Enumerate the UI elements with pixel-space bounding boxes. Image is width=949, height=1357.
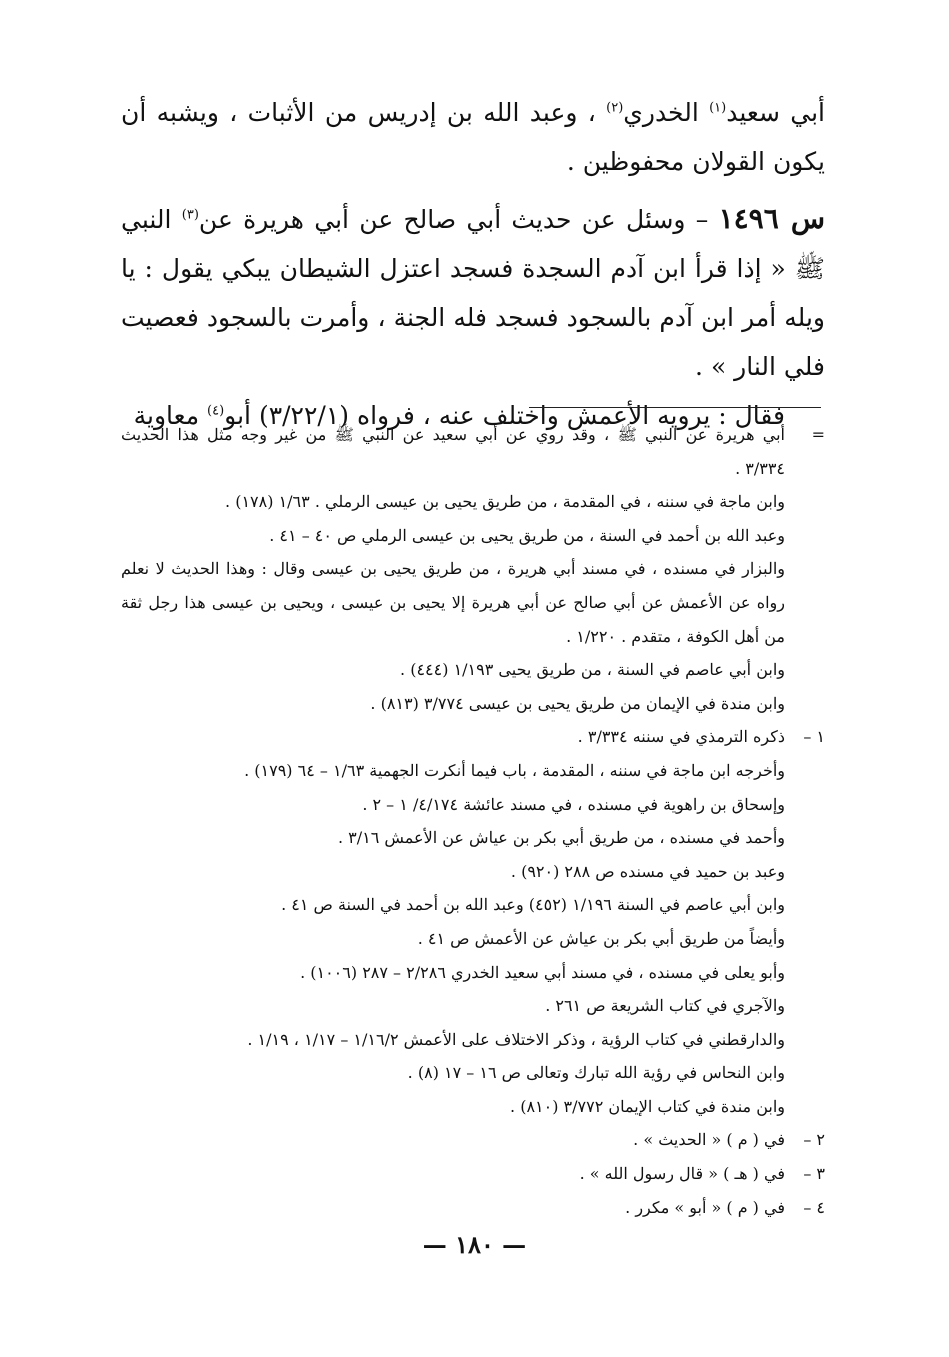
text-run: النبي ﷺ « إذا قرأ ابن آدم السجدة فسجد اعتزل الشيطان يبكي يقول : يا ويله أمر ابن آدم بالسجود فسجد فله الجنة ، وأمرت بالسجود فعصيت فلي النار » . bbox=[121, 205, 825, 381]
footnote-line bbox=[121, 888, 825, 922]
footnote-line bbox=[121, 552, 825, 586]
footnote-text: وإسحاق بن راهوية في مسنده ، في مسند عائشة ٤/١٧٤/ ١ – ٢ . bbox=[362, 794, 785, 814]
footnote-line bbox=[121, 754, 825, 788]
footnote-text: ٣/٣٣٤ . bbox=[735, 458, 785, 478]
footnote-line bbox=[121, 1123, 825, 1157]
footnote-line bbox=[121, 1191, 825, 1225]
footnote-text: وأبو يعلى في مسنده ، في مسند أبي سعيد الخدري ٢/٢٨٦ – ٢٨٧ (١٠٠٦) . bbox=[300, 962, 785, 982]
footnote-line bbox=[121, 485, 825, 519]
footnote-line bbox=[121, 1023, 825, 1057]
footnote-text: وعبد الله بن أحمد في السنة ، من طريق يحيى بن عيسى الرملي ص ٤٠ – ٤١ . bbox=[269, 525, 785, 545]
footnote-text: وابن ماجة في سننه ، في المقدمة ، من طريق يحيى بن عيسى الرملي . ١/٦٣ (١٧٨) . bbox=[225, 492, 785, 512]
main-text bbox=[121, 88, 825, 440]
footnote-line bbox=[121, 452, 825, 486]
footnote-marker: ٤ – bbox=[803, 1197, 825, 1217]
text-run: معاوية bbox=[133, 401, 208, 430]
footnote-line bbox=[121, 922, 825, 956]
footnote-marker: ٢ – bbox=[803, 1130, 825, 1150]
footnote-line bbox=[121, 788, 825, 822]
footnote-line bbox=[121, 519, 825, 553]
footnote-ref-2: (٢) bbox=[606, 100, 624, 116]
footnote-line bbox=[121, 1090, 825, 1124]
footnote-line bbox=[121, 855, 825, 889]
footnotes-section bbox=[121, 418, 825, 1224]
question-paragraph bbox=[121, 194, 825, 391]
footnote-text: في ( هـ ) « قال رسول الله » . bbox=[579, 1164, 785, 1184]
footnote-text: ذكره الترمذي في سننه ٣/٣٣٤ . bbox=[577, 727, 785, 747]
footnote-text: وأحمد في مسنده ، من طريق أبي بكر بن عياش عن الأعمش ٣/١٦ . bbox=[337, 828, 785, 848]
text-run: الخدري bbox=[623, 98, 710, 127]
footnote-text: رواه عن الأعمش عن أبي صالح عن أبي هريرة إلا يحيى بن عيسى ، ويحيى بن عيسى هذا رجل ثقة bbox=[121, 592, 785, 612]
footnote-line bbox=[121, 586, 825, 620]
text-run: ، وعبد الله بن إدريس من الأثبات ، ويشبه أن يكون القولان محفوظين . bbox=[121, 98, 825, 176]
footnote-ref-3: (٣) bbox=[181, 207, 199, 223]
footnote-line bbox=[121, 821, 825, 855]
footnote-text: أبي هريرة عن النبي ﷺ ، وقد روي عن أبي سعيد عن النبي ﷺ من غير وجه مثل هذا الحديث bbox=[121, 425, 785, 444]
footnote-text: في ( م ) « الحديث » . bbox=[633, 1130, 785, 1150]
footnote-ref-1: (١) bbox=[709, 100, 727, 116]
footnote-line bbox=[121, 956, 825, 990]
footnote-line bbox=[121, 989, 825, 1023]
footnote-text: وابن النحاس في رؤية الله تبارك وتعالى ص ١٦ – ١٧ (٨) . bbox=[407, 1063, 785, 1083]
footnote-text: وعبد بن حميد في مسنده ص ٢٨٨ (٩٢٠) . bbox=[510, 861, 785, 881]
footnote-marker: ١ – bbox=[803, 727, 825, 747]
footnote-marker: ٣ – bbox=[803, 1164, 825, 1184]
footnote-line bbox=[121, 687, 825, 721]
footnote-text: وابن أبي عاصم في السنة ١/١٩٦ (٤٥٢) وعبد الله بن أحمد في السنة ص ٤١ . bbox=[281, 895, 785, 915]
text-run: أبي سعيد bbox=[726, 98, 825, 127]
text-run: – وسئل عن حديث أبي صالح عن أبي هريرة عن bbox=[198, 205, 719, 234]
footnote-text: وابن مندة في الإيمان من طريق يحيى بن عيسى ٣/٧٧٤ (٨١٣) . bbox=[370, 693, 785, 713]
footnote-line bbox=[121, 620, 825, 654]
footnote-line bbox=[121, 653, 825, 687]
footnote-text: وأخرجه ابن ماجة في سننه ، المقدمة ، باب فيما أنكرت الجهمية ١/٦٣ – ٦٤ (١٧٩) . bbox=[244, 760, 785, 780]
footnote-line bbox=[121, 720, 825, 754]
footnote-text: والدارقطني في كتاب الرؤية ، وذكر الاختلاف على الأعمش ١/١٦/٢ – ١/١٧ ، ١/١٩ . bbox=[247, 1029, 785, 1049]
footnote-text: والآجري في كتاب الشريعة ص ٢٦١ . bbox=[545, 996, 785, 1016]
footnote-text: وأيضاً من طريق أبي بكر بن عياش عن الأعمش ص ٤١ . bbox=[417, 928, 785, 948]
paragraph-1 bbox=[121, 88, 825, 186]
question-number: س ١٤٩٦ bbox=[718, 202, 825, 235]
footnote-line bbox=[121, 1157, 825, 1191]
text-run: فقال : يرويه الأعمش واختلف عنه ، فرواه (٣/٢٢/١) أبو bbox=[224, 401, 785, 430]
footnote-text: وابن أبي عاصم في السنة ، من طريق يحيى ١/١٩٣ (٤٤٤) . bbox=[400, 660, 785, 680]
footnote-ref-4: (٤) bbox=[207, 403, 225, 419]
footnote-text: في ( م ) « أبو » مكرر . bbox=[625, 1197, 785, 1217]
footnote-line bbox=[121, 1056, 825, 1090]
footnote-divider bbox=[529, 407, 821, 408]
footnote-text: من أهل الكوفة ، متقدم . ١/٢٢٠ . bbox=[566, 626, 785, 646]
footnote-marker: = bbox=[811, 425, 825, 444]
footnote-text: وابن مندة في كتاب الإيمان ٣/٧٧٢ (٨١٠) . bbox=[510, 1096, 785, 1116]
page-number: — ١٨٠ — bbox=[422, 1230, 527, 1259]
footnote-text: والبزار في مسنده ، في مسند أبي هريرة ، من طريق يحيى بن عيسى وقال : وهذا الحديث لا نعلم bbox=[121, 559, 786, 579]
footnote-line bbox=[121, 418, 825, 452]
